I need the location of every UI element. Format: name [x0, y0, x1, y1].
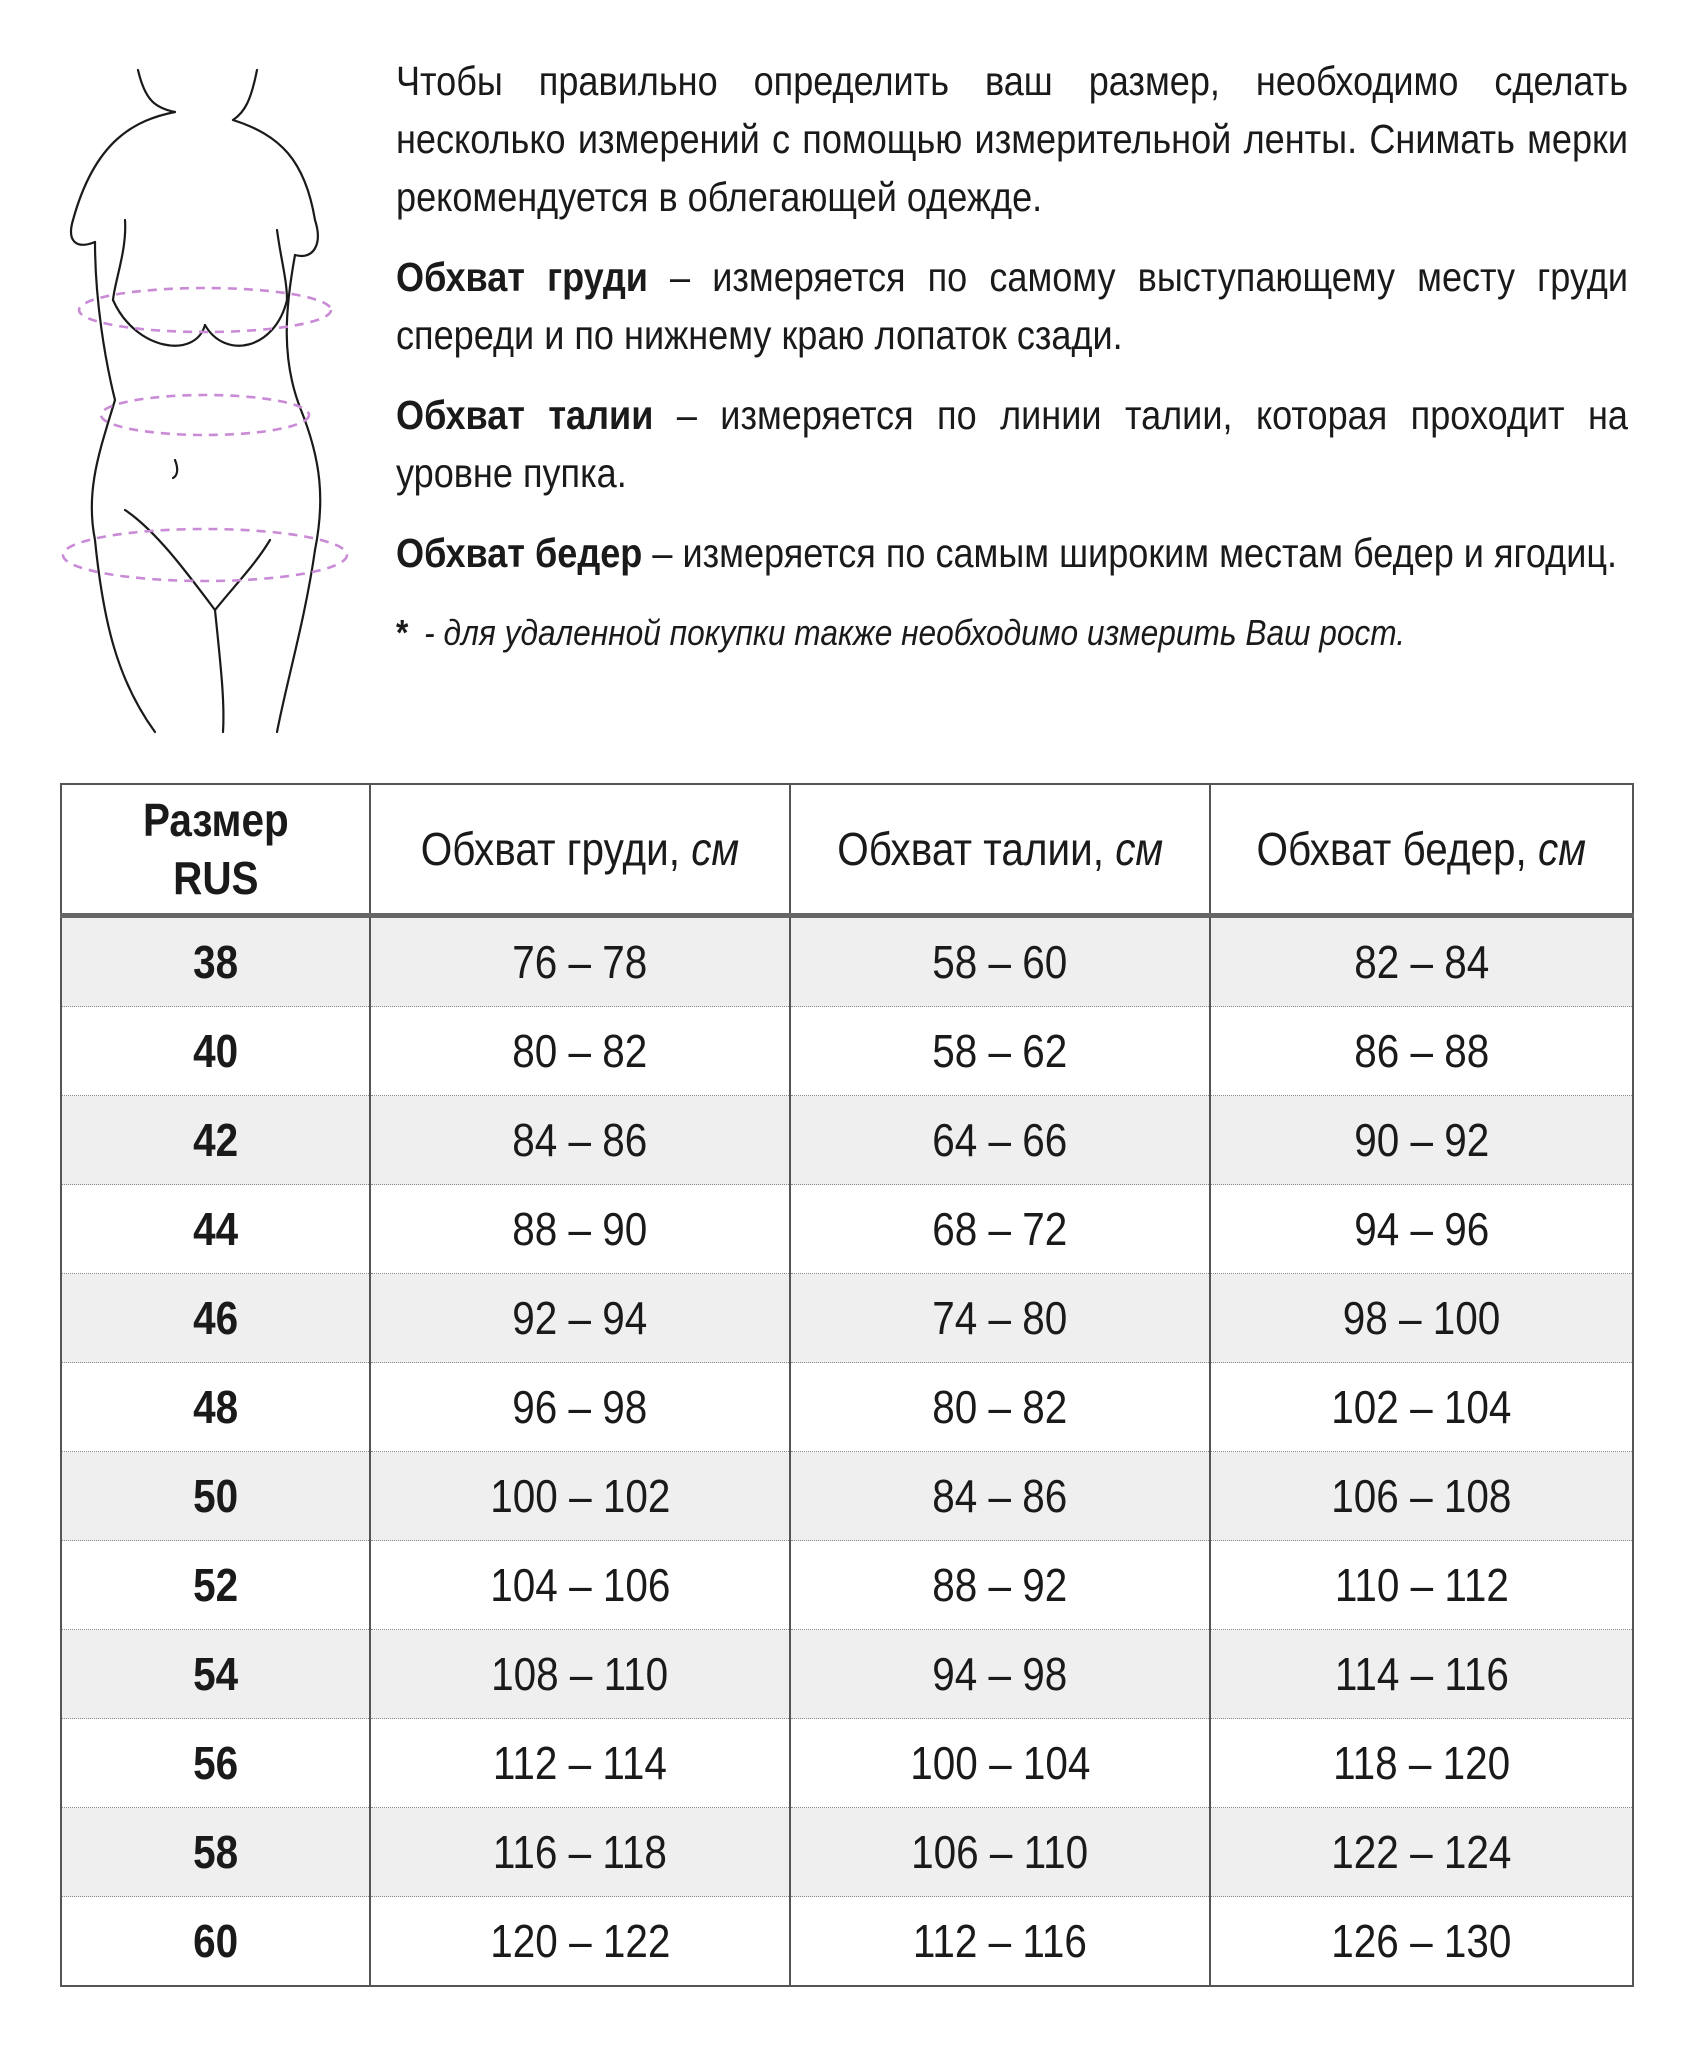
- chest-cell: 104 – 106: [370, 1541, 790, 1630]
- table-row: [61, 1007, 1633, 1096]
- chest-term: Обхват груди: [396, 254, 648, 300]
- hips-cell: 98 – 100: [1210, 1274, 1633, 1363]
- chest-cell: 88 – 90: [370, 1185, 790, 1274]
- header-hips: [1210, 784, 1633, 916]
- hips-cell: 126 – 130: [1210, 1897, 1633, 1987]
- chest-cell: 80 – 82: [370, 1007, 790, 1096]
- waist-cell: 64 – 66: [790, 1096, 1210, 1185]
- chest-instruction: [396, 248, 1628, 364]
- hips-cell: 94 – 96: [1210, 1185, 1633, 1274]
- hips-term: Обхват бедер: [396, 530, 643, 576]
- hips-cell: 90 – 92: [1210, 1096, 1633, 1185]
- waist-instruction: [396, 386, 1628, 502]
- chest-cell: 92 – 94: [370, 1274, 790, 1363]
- table-row: [61, 1363, 1633, 1452]
- hips-cell: 102 – 104: [1210, 1363, 1633, 1452]
- table-row: [61, 1096, 1633, 1185]
- hips-text: – измеряется по самым широким местам бедер и ягодиц.: [642, 530, 1618, 576]
- header-waist: [790, 784, 1210, 916]
- waist-term: Обхват талии: [396, 392, 654, 438]
- measurement-instructions: [396, 52, 1628, 684]
- waist-cell: 68 – 72: [790, 1185, 1210, 1274]
- waist-cell: 106 – 110: [790, 1808, 1210, 1897]
- header-chest: [370, 784, 790, 916]
- size-cell: 50: [61, 1452, 370, 1541]
- table-row: [61, 1452, 1633, 1541]
- waist-cell: 58 – 60: [790, 916, 1210, 1007]
- chest-cell: 84 – 86: [370, 1096, 790, 1185]
- header-size-line1: Размер: [142, 794, 289, 846]
- size-cell: 40: [61, 1007, 370, 1096]
- table-row: [61, 1719, 1633, 1808]
- chest-cell: 112 – 114: [370, 1719, 790, 1808]
- chest-cell: 100 – 102: [370, 1452, 790, 1541]
- size-cell: 42: [61, 1096, 370, 1185]
- table-row: [61, 1274, 1633, 1363]
- note-star: *: [396, 612, 409, 653]
- size-cell: 54: [61, 1630, 370, 1719]
- hips-instruction: [396, 524, 1628, 582]
- header-size: [61, 784, 370, 916]
- hips-cell: 106 – 108: [1210, 1452, 1633, 1541]
- waist-cell: 58 – 62: [790, 1007, 1210, 1096]
- table-row: [61, 916, 1633, 1007]
- waist-cell: 94 – 98: [790, 1630, 1210, 1719]
- header-waist-unit: см: [1114, 823, 1163, 875]
- chest-cell: 76 – 78: [370, 916, 790, 1007]
- size-cell: 58: [61, 1808, 370, 1897]
- hips-cell: 82 – 84: [1210, 916, 1633, 1007]
- waist-text: – измеряется по линии талии, которая проходит на уровне пупка.: [396, 392, 1628, 496]
- chest-text: – измеряется по самому выступающему месту груди спереди и по нижнему краю лопаток сзади.: [396, 254, 1628, 358]
- table-row: [61, 1897, 1633, 1987]
- table-row: [61, 1541, 1633, 1630]
- size-cell: 44: [61, 1185, 370, 1274]
- hips-cell: 110 – 112: [1210, 1541, 1633, 1630]
- size-cell: 60: [61, 1897, 370, 1987]
- chest-cell: 96 – 98: [370, 1363, 790, 1452]
- intro-paragraph: Чтобы правильно определить ваш размер, необходимо сделать несколько измерений с помощью измерительной ленты. Снимать мерки рекомендуется в облегающей одежде.: [396, 58, 1628, 220]
- note-text: - для удаленной покупки также необходимо измерить Ваш рост.: [424, 612, 1406, 653]
- size-cell: 46: [61, 1274, 370, 1363]
- hips-cell: 114 – 116: [1210, 1630, 1633, 1719]
- hips-cell: 86 – 88: [1210, 1007, 1633, 1096]
- table-row: [61, 1185, 1633, 1274]
- size-cell: 56: [61, 1719, 370, 1808]
- hips-cell: 118 – 120: [1210, 1719, 1633, 1808]
- table-header-row: [61, 784, 1633, 916]
- waist-cell: 88 – 92: [790, 1541, 1210, 1630]
- waist-cell: 80 – 82: [790, 1363, 1210, 1452]
- table-row: [61, 1630, 1633, 1719]
- header-hips-label: Обхват бедер,: [1256, 823, 1539, 875]
- female-body-outline-icon: [55, 60, 365, 740]
- waist-cell: 100 – 104: [790, 1719, 1210, 1808]
- size-cell: 52: [61, 1541, 370, 1630]
- hips-cell: 122 – 124: [1210, 1808, 1633, 1897]
- header-hips-unit: см: [1538, 823, 1587, 875]
- height-note: [396, 604, 1628, 662]
- header-waist-label: Обхват талии,: [837, 823, 1115, 875]
- chest-cell: 116 – 118: [370, 1808, 790, 1897]
- size-cell: 48: [61, 1363, 370, 1452]
- waist-cell: 112 – 116: [790, 1897, 1210, 1987]
- chest-cell: 108 – 110: [370, 1630, 790, 1719]
- chest-cell: 120 – 122: [370, 1897, 790, 1987]
- header-chest-unit: см: [691, 823, 740, 875]
- size-cell: 38: [61, 916, 370, 1007]
- header-chest-label: Обхват груди,: [420, 823, 692, 875]
- waist-cell: 74 – 80: [790, 1274, 1210, 1363]
- table-row: [61, 1808, 1633, 1897]
- header-size-line2: RUS: [172, 852, 259, 904]
- waist-cell: 84 – 86: [790, 1452, 1210, 1541]
- size-table: [60, 783, 1634, 1987]
